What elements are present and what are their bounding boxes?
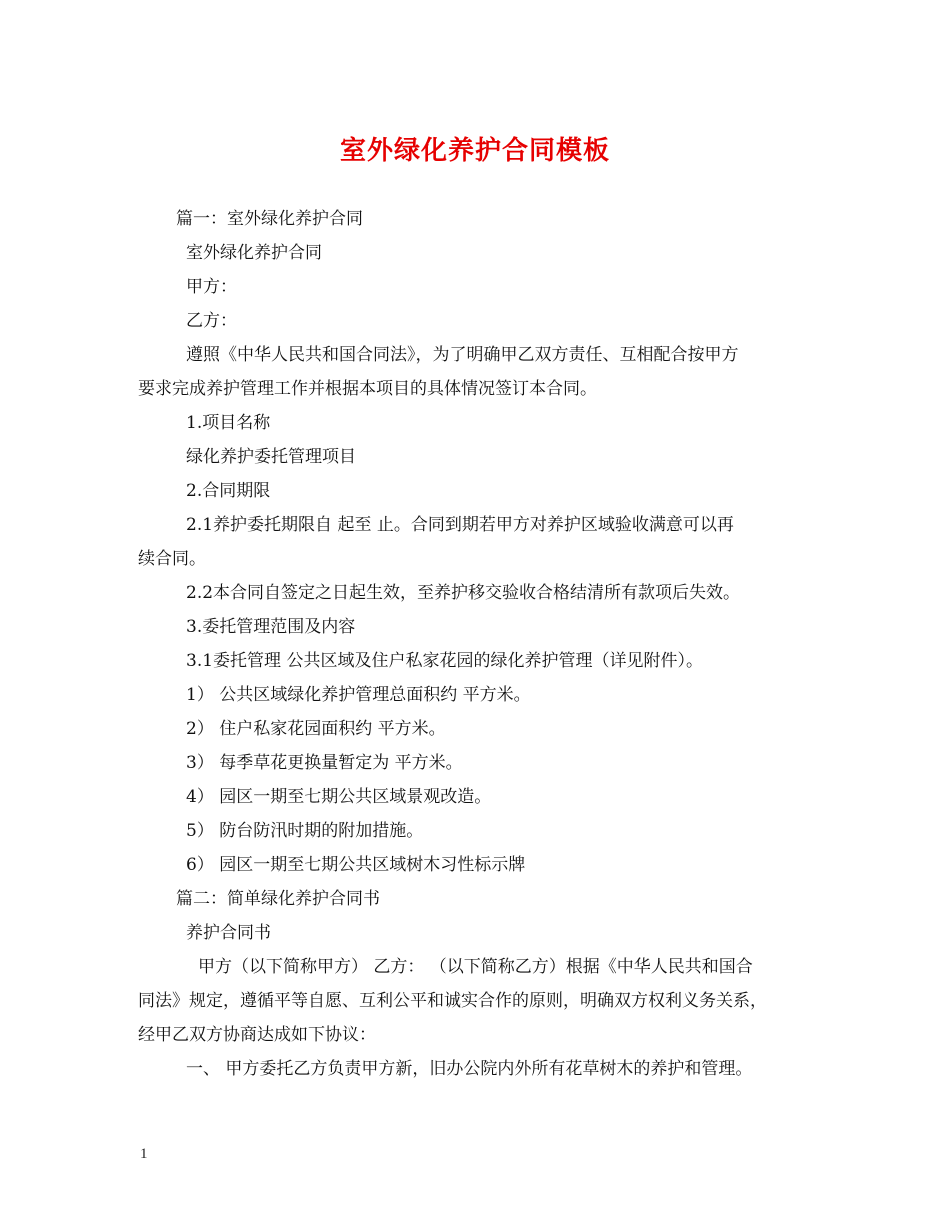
list-item: 2） 住户私家花园面积约 平方米。	[186, 719, 446, 739]
paragraph: 2.2本合同自签定之日起生效，至养护移交验收合格结清所有款项后失效。	[186, 583, 741, 603]
list-item: 3） 每季草花更换量暂定为 平方米。	[186, 753, 463, 773]
list-item: 6） 园区一期至七期公共区域树木习性标示牌	[186, 855, 526, 875]
page-number: 1	[140, 1146, 148, 1162]
paragraph: 一、 甲方委托乙方负责甲方新，旧办公院内外所有花草树木的养护和管理。	[186, 1059, 753, 1079]
clause-heading: 3.委托管理范围及内容	[186, 617, 356, 637]
paragraph: 养护合同书	[186, 923, 271, 943]
document-title: 室外绿化养护合同模板	[339, 136, 610, 166]
list-item: 5） 防台防汛时期的附加措施。	[186, 821, 424, 841]
clause-heading: 2.合同期限	[186, 481, 271, 501]
list-item: 4） 园区一期至七期公共区域景观改造。	[186, 787, 492, 807]
section-heading: 篇一：室外绿化养护合同	[176, 209, 363, 229]
section-heading: 篇二：简单绿化养护合同书	[176, 889, 380, 909]
paragraph: 同法》规定，遵循平等自愿、互利公平和诚实合作的原则，明确双方权利义务关系，	[138, 991, 767, 1011]
paragraph: 要求完成养护管理工作并根据本项目的具体情况签订本合同。	[138, 379, 597, 399]
paragraph: 绿化养护委托管理项目	[186, 447, 356, 467]
paragraph: 室外绿化养护合同	[186, 243, 322, 263]
list-item: 1） 公共区域绿化养护管理总面积约 平方米。	[186, 685, 531, 705]
paragraph: 2.1养护委托期限自 起至 止。合同到期若甲方对养护区域验收满意可以再	[186, 515, 734, 535]
party-a-label: 甲方：	[186, 277, 237, 297]
paragraph: 续合同。	[138, 549, 206, 569]
paragraph: 甲方（以下简称甲方） 乙方： （以下简称乙方）根据《中华人民共和国合	[198, 957, 753, 977]
paragraph: 3.1委托管理 公共区域及住户私家花园的绿化养护管理（详见附件）。	[186, 651, 703, 671]
paragraph: 经甲乙双方协商达成如下协议：	[138, 1025, 376, 1045]
clause-heading: 1.项目名称	[186, 413, 271, 433]
paragraph: 遵照《中华人民共和国合同法》，为了明确甲乙双方责任、互相配合按甲方	[186, 345, 739, 365]
party-b-label: 乙方：	[186, 311, 237, 331]
document-body	[138, 202, 818, 1086]
